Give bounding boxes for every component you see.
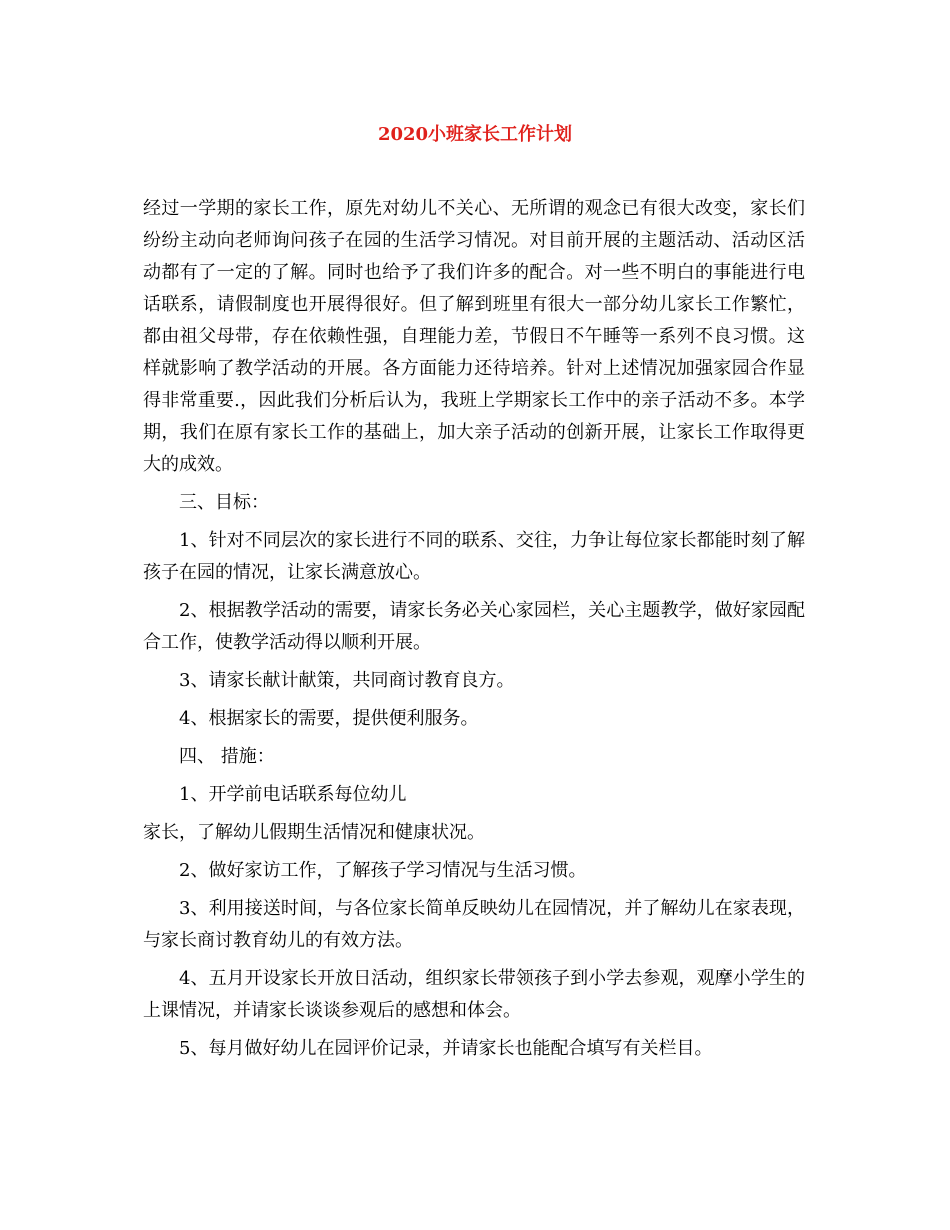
document-body xyxy=(143,193,805,1065)
measure-item-2: 2、做好家访工作，了解孩子学习情况与生活习惯。 xyxy=(179,860,587,881)
intro-paragraph: 经过一学期的家长工作，原先对幼儿不关心、无所谓的观念已有很大改变，家长们纷纷主动向老师询问孩子在园的生活学习情况。对目前开展的主题活动、活动区活动都有了一定的了解。同时也给予了我们许多的配合。对一些不明白的事能进行电话联系，请假制度也开展得很好。但了解到班里有很大一部分幼儿家长工作繁忙，都由祖父母带，存在依赖性强，自理能力差，节假日不午睡等一系列不良习惯。这样就影响了教学活动的开展。各方面能力还待培养。针对上述情况加强家园合作显得非常重要.，因此我们分析后认为，我班上学期家长工作中的亲子活动不多。本学期，我们在原有家长工作的基础上，加大亲子活动的创新开展，让家长工作取得更大的成效。 xyxy=(143,198,805,475)
document-title: 2020小班家长工作计划 xyxy=(377,124,573,145)
goal-item-2: 2、根据教学活动的需要，请家长务必关心家园栏，关心主题教学，做好家园配合工作，使教学活动得以顺利开展。 xyxy=(143,600,805,653)
measure-item-1-continued: 家长，了解幼儿假期生活情况和健康状况。 xyxy=(143,822,485,843)
measure-item-1: 1、开学前电话联系每位幼儿 xyxy=(179,784,407,805)
goal-item-1: 1、针对不同层次的家长进行不同的联系、交往，力争让每位家长都能时刻了解孩子在园的情况，让家长满意放心。 xyxy=(143,530,805,583)
goal-item-3: 3、请家长献计献策，共同商讨教育良方。 xyxy=(179,670,515,691)
goal-item-4: 4、根据家长的需要，提供便利服务。 xyxy=(179,708,479,729)
measure-item-4: 4、五月开设家长开放日活动，组织家长带领孩子到小学去参观，观摩小学生的上课情况，并请家长谈谈参观后的感想和体会。 xyxy=(143,968,805,1021)
measure-item-3: 3、利用接送时间，与各位家长简单反映幼儿在园情况，并了解幼儿在家表现，与家长商讨教育幼儿的有效方法。 xyxy=(143,898,805,951)
measure-item-5: 5、每月做好幼儿在园评价记录，并请家长也能配合填写有关栏目。 xyxy=(179,1038,713,1059)
section-heading-goals: 三、目标： xyxy=(179,492,269,513)
section-heading-measures: 四、 措施： xyxy=(179,746,275,767)
